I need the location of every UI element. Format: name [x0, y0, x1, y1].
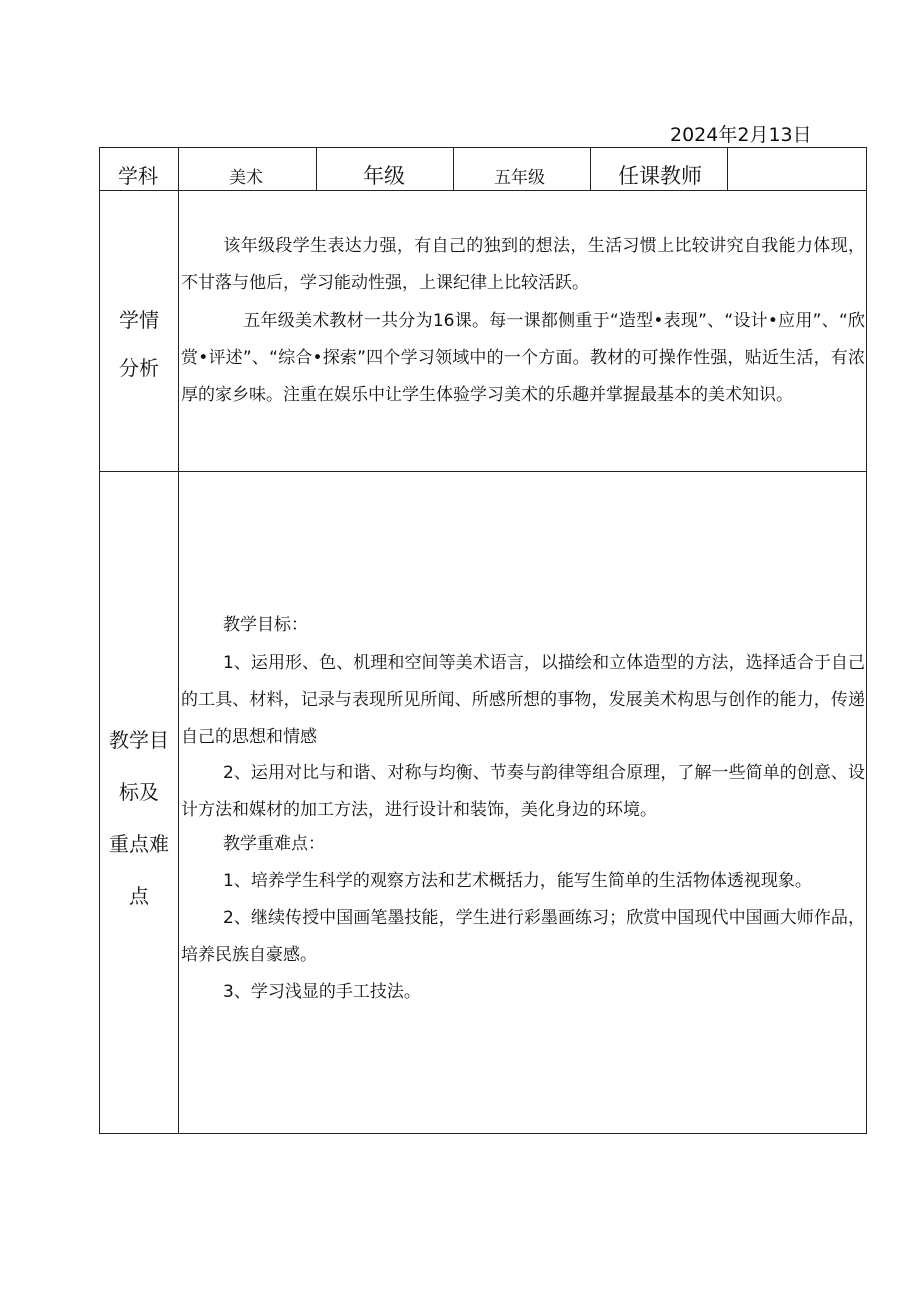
- objectives-label-line: 教学目: [109, 728, 169, 752]
- analysis-text: 五年级美术教材一共分为16课。每一课都侧重于“造型•表现”、“设计•应用”、“欣赏•评述”、“综合•探索”四个学习领域中的一个方面。教材的可操作性强，贴近生活，有浓厚的家乡味。注重在娱乐中让学生体验学习美术的乐趣并掌握最基本的美术知识。: [181, 311, 865, 405]
- analysis-label: [110, 296, 168, 392]
- key-point-item: [181, 974, 865, 1011]
- header-column-divider: [453, 147, 454, 191]
- objectives-label-line: 点: [129, 884, 149, 908]
- key-point-item: [181, 900, 865, 974]
- table-border-top: [99, 147, 867, 148]
- table-border-bottom: [99, 1133, 867, 1134]
- goal-text: 2、运用对比与和谐、对称与均衡、节奏与韵律等组合原理，了解一些简单的创意、设计方法和媒材的加工方法，进行设计和装饰，美化身边的环境。: [181, 763, 865, 820]
- table-border-left: [99, 147, 100, 1134]
- goals-heading-text: 教学目标：: [223, 615, 308, 635]
- analysis-paragraph: [181, 303, 865, 414]
- table-row-divider: [99, 471, 867, 472]
- label-column-divider: [178, 147, 179, 1134]
- teacher-label: 任课教师: [618, 164, 702, 188]
- analysis-label-line: 学情: [119, 308, 159, 332]
- key-points-heading: [181, 826, 865, 863]
- header-column-divider: [590, 147, 591, 191]
- goals-heading: [181, 607, 865, 644]
- goal-item: [181, 645, 865, 756]
- header-column-divider: [316, 147, 317, 191]
- objectives-label-line: 重点难: [109, 832, 169, 856]
- table-row-divider: [99, 190, 867, 191]
- key-points-heading-text: 教学重难点：: [223, 834, 325, 854]
- analysis-paragraph: [181, 228, 865, 302]
- grade-label: 年级: [363, 164, 405, 188]
- goal-item: [181, 755, 865, 829]
- subject-label: 学科: [118, 164, 158, 188]
- key-point-text: 2、继续传授中国画笔墨技能，学生进行彩墨画练习；欣赏中国现代中国画大师作品，培养民族自豪感。: [181, 908, 865, 965]
- objectives-label: [101, 714, 177, 922]
- analysis-text: 该年级段学生表达力强，有自己的独到的想法，生活习惯上比较讲究自我能力体现，不甘落与他后，学习能动性强，上课纪律上比较活跃。: [181, 236, 865, 293]
- objectives-label-line: 标及: [119, 780, 159, 804]
- goal-text: 1、运用形、色、机理和空间等美术语言，以描绘和立体造型的方法，选择适合于自己的工具、材料，记录与表现所见所闻、所感所想的事物，发展美术构思与创作的能力，传递自己的思想和情感: [181, 653, 865, 747]
- grade-value: 五年级: [494, 168, 545, 188]
- key-point-text: 3、学习浅显的手工技法。: [223, 982, 421, 1002]
- table-border-right: [866, 147, 867, 1134]
- analysis-label-line: 分析: [119, 356, 159, 380]
- subject-value: 美术: [229, 168, 263, 188]
- key-point-item: [181, 863, 865, 900]
- header-column-divider: [727, 147, 728, 191]
- key-point-text: 1、培养学生科学的观察方法和艺术概括力，能写生简单的生活物体透视现象。: [223, 871, 812, 891]
- document-date: 2024年2月13日: [670, 124, 812, 146]
